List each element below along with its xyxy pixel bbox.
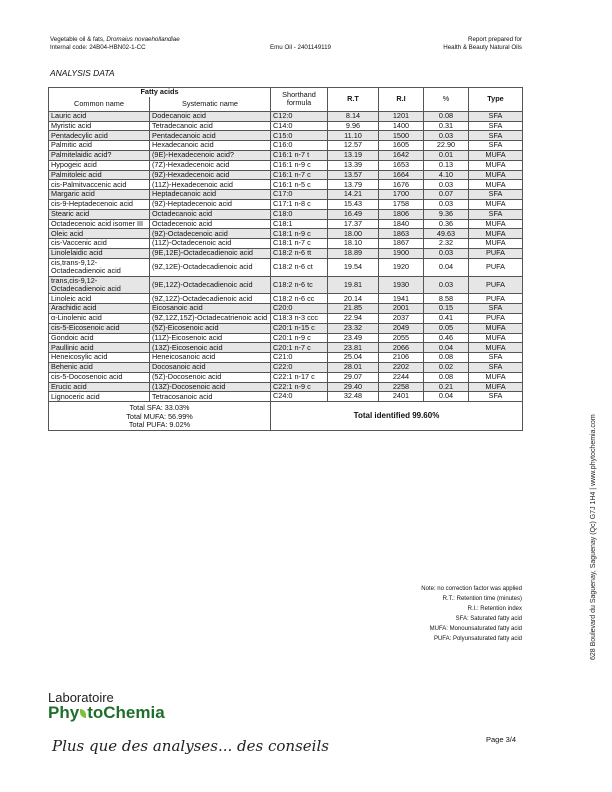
- totals-block: [49, 402, 271, 431]
- type-cell: PUFA: [469, 248, 523, 258]
- systematic-name-cell: Docosanoic acid: [150, 362, 271, 372]
- systematic-name-cell: (9Z,12Z)-Octadecadienoic acid: [150, 294, 271, 304]
- common-name-cell: Erucic acid: [49, 382, 150, 392]
- fatty-acids-group-header: Fatty acids: [49, 88, 271, 97]
- common-name-cell: cis,trans-9,12-Octadecadienoic acid: [49, 258, 150, 276]
- rt-cell: 13.19: [328, 150, 379, 160]
- shorthand-cell: C14:0: [271, 121, 328, 131]
- common-name-cell: Lauric acid: [49, 111, 150, 121]
- type-cell: SFA: [469, 111, 523, 121]
- shorthand-cell: C20:1 n-9 c: [271, 333, 328, 343]
- systematic-name-cell: Hexadecanoic acid: [150, 141, 271, 151]
- table-row: [49, 333, 523, 343]
- pct-cell: 0.08: [424, 111, 469, 121]
- rt-cell: 20.14: [328, 294, 379, 304]
- rt-cell: 14.21: [328, 190, 379, 200]
- ri-cell: 1653: [379, 160, 424, 170]
- rt-cell: 29.40: [328, 382, 379, 392]
- total-mufa: Total MUFA: 56.99%: [126, 411, 193, 421]
- rt-cell: 17.37: [328, 219, 379, 229]
- header-product: Vegetable oil & fats,: [50, 36, 107, 43]
- ri-cell: 1605: [379, 141, 424, 151]
- logo-brand: [48, 703, 165, 723]
- type-cell: MUFA: [469, 239, 523, 249]
- pct-cell: 0.08: [424, 353, 469, 363]
- rt-cell: 18.10: [328, 239, 379, 249]
- header-sample-id: Emu Oil - 2401149119: [270, 44, 331, 51]
- shorthand-cell: C16:1 n-9 c: [271, 160, 328, 170]
- shorthand-cell: C22:0: [271, 362, 328, 372]
- section-title: ANALYSIS DATA: [50, 68, 115, 78]
- pct-cell: 0.03: [424, 180, 469, 190]
- pct-cell: 0.31: [424, 121, 469, 131]
- shorthand-cell: C16:1 n-7 c: [271, 170, 328, 180]
- col-systematic-name: Systematic name: [150, 97, 271, 112]
- systematic-name-cell: Heneicosanoic acid: [150, 353, 271, 363]
- table-row: [49, 160, 523, 170]
- type-cell: SFA: [469, 121, 523, 131]
- note-line: PUFA: Polyunsaturated fatty acid: [433, 636, 522, 642]
- shorthand-cell: C18:2 n-6 cc: [271, 294, 328, 304]
- company-logo: [48, 690, 165, 723]
- systematic-name-cell: (11Z)-Eicosenoic acid: [150, 333, 271, 343]
- ri-cell: 1920: [379, 258, 424, 276]
- pct-cell: 0.01: [424, 150, 469, 160]
- common-name-cell: Linolelaidic acid: [49, 248, 150, 258]
- shorthand-cell: C17:1 n-8 c: [271, 199, 328, 209]
- ri-cell: 2049: [379, 323, 424, 333]
- ri-cell: 2244: [379, 372, 424, 382]
- logo-brand-part: to: [87, 703, 104, 722]
- rt-cell: 12.57: [328, 141, 379, 151]
- shorthand-cell: C18:1: [271, 219, 328, 229]
- table-row: [49, 180, 523, 190]
- pct-cell: 0.08: [424, 372, 469, 382]
- page-number: Page 3/4: [486, 735, 517, 744]
- common-name-cell: cis-9-Heptadecenoic acid: [49, 199, 150, 209]
- total-pufa: Total PUFA: 9.02%: [128, 420, 191, 430]
- pct-cell: 49.63: [424, 229, 469, 239]
- header-species: Dromaius novaehollandiae: [106, 36, 180, 43]
- shorthand-cell: C20:1 n-7 c: [271, 343, 328, 353]
- type-cell: SFA: [469, 304, 523, 314]
- ri-cell: 1840: [379, 219, 424, 229]
- header-report-for: Report prepared for: [468, 36, 522, 43]
- pct-cell: 0.03: [424, 131, 469, 141]
- shorthand-cell: C18:1 n-9 c: [271, 229, 328, 239]
- common-name-cell: Pentadecylic acid: [49, 131, 150, 141]
- rt-cell: 19.54: [328, 258, 379, 276]
- pct-cell: 0.21: [424, 382, 469, 392]
- common-name-cell: Palmitelaidic acid?: [49, 150, 150, 160]
- shorthand-cell: C22:1 n-17 c: [271, 372, 328, 382]
- ri-cell: 2106: [379, 353, 424, 363]
- systematic-name-cell: (5Z)-Eicosenoic acid: [150, 323, 271, 333]
- table-row: [49, 121, 523, 131]
- table-row: [49, 294, 523, 304]
- systematic-name-cell: (9Z,12Z,15Z)-Octadecatrienoic acid: [150, 313, 271, 323]
- rt-cell: 22.94: [328, 313, 379, 323]
- shorthand-cell: C21:0: [271, 353, 328, 363]
- ri-cell: 2401: [379, 392, 424, 402]
- header-right: [443, 36, 522, 52]
- common-name-cell: Palmitic acid: [49, 141, 150, 151]
- type-cell: MUFA: [469, 323, 523, 333]
- notes-legend: [421, 584, 522, 644]
- common-name-cell: cis-Vaccenic acid: [49, 239, 150, 249]
- pct-cell: 0.41: [424, 313, 469, 323]
- shorthand-cell: C12:0: [271, 111, 328, 121]
- common-name-cell: Palmitoleic acid: [49, 170, 150, 180]
- pct-cell: 0.15: [424, 304, 469, 314]
- address-text: 628 Boulevard du Saguenay, Saguenay (Qc) G7J 1H4 | www.phytochemia.com: [590, 414, 597, 660]
- logo-laboratoire: Laboratoire: [48, 690, 114, 705]
- ri-cell: 2055: [379, 333, 424, 343]
- systematic-name-cell: Pentadecanoic acid: [150, 131, 271, 141]
- common-name-cell: Paullinic acid: [49, 343, 150, 353]
- leaf-icon: [80, 709, 86, 718]
- col-rt: R.T: [328, 88, 379, 112]
- type-cell: MUFA: [469, 229, 523, 239]
- common-name-cell: Hypogeic acid: [49, 160, 150, 170]
- table-row: [49, 229, 523, 239]
- col-pct: %: [424, 88, 469, 112]
- table-row: [49, 111, 523, 121]
- table-row: [49, 248, 523, 258]
- ri-cell: 2258: [379, 382, 424, 392]
- pct-cell: 22.90: [424, 141, 469, 151]
- common-name-cell: Myristic acid: [49, 121, 150, 131]
- common-name-cell: Lignoceric acid: [49, 392, 150, 402]
- rt-cell: 18.89: [328, 248, 379, 258]
- shorthand-cell: C24:0: [271, 392, 328, 402]
- col-shorthand: Shorthand formula: [271, 88, 328, 112]
- common-name-cell: Heneicosylic acid: [49, 353, 150, 363]
- table-row: [49, 343, 523, 353]
- type-cell: SFA: [469, 353, 523, 363]
- pct-cell: 0.07: [424, 190, 469, 200]
- type-cell: PUFA: [469, 258, 523, 276]
- pct-cell: 0.05: [424, 323, 469, 333]
- fatty-acids-body: [49, 111, 523, 401]
- header-client: Health & Beauty Natural Oils: [443, 44, 522, 51]
- systematic-name-cell: (9Z)-Hexadecenoic acid: [150, 170, 271, 180]
- shorthand-cell: C18:2 n-6 ct: [271, 258, 328, 276]
- pct-cell: 9.36: [424, 209, 469, 219]
- rt-cell: 23.32: [328, 323, 379, 333]
- common-name-cell: α-Linolenic acid: [49, 313, 150, 323]
- pct-cell: 0.04: [424, 258, 469, 276]
- pct-cell: 4.10: [424, 170, 469, 180]
- type-cell: SFA: [469, 209, 523, 219]
- rt-cell: 21.85: [328, 304, 379, 314]
- pct-cell: 0.02: [424, 362, 469, 372]
- rt-cell: 11.10: [328, 131, 379, 141]
- type-cell: MUFA: [469, 199, 523, 209]
- type-cell: MUFA: [469, 219, 523, 229]
- note-line: R.I.: Retention index: [467, 606, 522, 612]
- systematic-name-cell: Tetracosanoic acid: [150, 392, 271, 402]
- type-cell: MUFA: [469, 343, 523, 353]
- shorthand-cell: C18:1 n-7 c: [271, 239, 328, 249]
- systematic-name-cell: (7Z)-Hexadecenoic acid: [150, 160, 271, 170]
- systematic-name-cell: (9Z)-Octadecenoic acid: [150, 229, 271, 239]
- ri-cell: 1758: [379, 199, 424, 209]
- rt-cell: 16.49: [328, 209, 379, 219]
- type-cell: MUFA: [469, 170, 523, 180]
- systematic-name-cell: Octadecenoic acid: [150, 219, 271, 229]
- note-line: SFA: Saturated fatty acid: [455, 616, 522, 622]
- rt-cell: 19.81: [328, 276, 379, 294]
- ri-cell: 2037: [379, 313, 424, 323]
- table-row: [49, 150, 523, 160]
- rt-cell: 23.81: [328, 343, 379, 353]
- ri-cell: 1806: [379, 209, 424, 219]
- type-cell: MUFA: [469, 150, 523, 160]
- table-row: [49, 258, 523, 276]
- common-name-cell: Gondoic acid: [49, 333, 150, 343]
- pct-cell: 0.36: [424, 219, 469, 229]
- address-sidebar: [590, 240, 600, 660]
- table-row: [49, 219, 523, 229]
- type-cell: PUFA: [469, 313, 523, 323]
- rt-cell: 15.43: [328, 199, 379, 209]
- ri-cell: 2202: [379, 362, 424, 372]
- fatty-acids-table: [48, 87, 523, 431]
- type-cell: MUFA: [469, 372, 523, 382]
- rt-cell: 8.14: [328, 111, 379, 121]
- rt-cell: 29.07: [328, 372, 379, 382]
- common-name-cell: Arachidic acid: [49, 304, 150, 314]
- shorthand-cell: C18:0: [271, 209, 328, 219]
- rt-cell: 23.49: [328, 333, 379, 343]
- systematic-name-cell: (9E,12E)-Octadecadienoic acid: [150, 248, 271, 258]
- shorthand-cell: C17:0: [271, 190, 328, 200]
- table-row: [49, 199, 523, 209]
- shorthand-cell: C15:0: [271, 131, 328, 141]
- shorthand-cell: C22:1 n-9 c: [271, 382, 328, 392]
- common-name-cell: Oleic acid: [49, 229, 150, 239]
- systematic-name-cell: (9E,12Z)-Octadecadienoic acid: [150, 276, 271, 294]
- pct-cell: 0.04: [424, 392, 469, 402]
- pct-cell: 0.03: [424, 248, 469, 258]
- pct-cell: 0.04: [424, 343, 469, 353]
- type-cell: SFA: [469, 141, 523, 151]
- shorthand-cell: C18:3 n-3 ccc: [271, 313, 328, 323]
- type-cell: SFA: [469, 392, 523, 402]
- ri-cell: 2001: [379, 304, 424, 314]
- ri-cell: 1930: [379, 276, 424, 294]
- table-row: [49, 170, 523, 180]
- ri-cell: 1664: [379, 170, 424, 180]
- shorthand-cell: C18:2 n-6 tt: [271, 248, 328, 258]
- slogan: Plus que des analyses... des conseils: [52, 737, 329, 755]
- common-name-cell: Octadecenoic acid isomer III: [49, 219, 150, 229]
- rt-cell: 32.48: [328, 392, 379, 402]
- ri-cell: 1500: [379, 131, 424, 141]
- type-cell: MUFA: [469, 160, 523, 170]
- header-left: [50, 36, 180, 52]
- common-name-cell: cis-5-Eicosenoic acid: [49, 323, 150, 333]
- systematic-name-cell: (9E)-Hexadecenoic acid?: [150, 150, 271, 160]
- rt-cell: 28.01: [328, 362, 379, 372]
- ri-cell: 1900: [379, 248, 424, 258]
- table-row: [49, 392, 523, 402]
- shorthand-cell: C20:0: [271, 304, 328, 314]
- ri-cell: 1941: [379, 294, 424, 304]
- rt-cell: 18.00: [328, 229, 379, 239]
- table-row: [49, 276, 523, 294]
- common-name-cell: Linoleic acid: [49, 294, 150, 304]
- table-row: [49, 304, 523, 314]
- table-row: [49, 209, 523, 219]
- systematic-name-cell: Tetradecanoic acid: [150, 121, 271, 131]
- col-ri: R.I: [379, 88, 424, 112]
- type-cell: SFA: [469, 362, 523, 372]
- systematic-name-cell: Dodecanoic acid: [150, 111, 271, 121]
- pct-cell: 0.03: [424, 199, 469, 209]
- type-cell: MUFA: [469, 382, 523, 392]
- note-line: Note: no correction factor was applied: [421, 586, 522, 592]
- pct-cell: 2.32: [424, 239, 469, 249]
- type-cell: MUFA: [469, 180, 523, 190]
- common-name-cell: Stearic acid: [49, 209, 150, 219]
- col-type: Type: [469, 88, 523, 112]
- type-cell: SFA: [469, 190, 523, 200]
- common-name-cell: Margaric acid: [49, 190, 150, 200]
- logo-brand-part: Phy: [48, 703, 80, 722]
- rt-cell: 13.39: [328, 160, 379, 170]
- total-sfa: Total SFA: 33.03%: [129, 403, 190, 413]
- ri-cell: 1676: [379, 180, 424, 190]
- type-cell: SFA: [469, 131, 523, 141]
- systematic-name-cell: (9Z,12E)-Octadecadienoic acid: [150, 258, 271, 276]
- systematic-name-cell: (13Z)-Eicosenoic acid: [150, 343, 271, 353]
- systematic-name-cell: (5Z)-Docosenoic acid: [150, 372, 271, 382]
- pct-cell: 0.13: [424, 160, 469, 170]
- rt-cell: 13.57: [328, 170, 379, 180]
- table-row: [49, 141, 523, 151]
- systematic-name-cell: Octadecanoic acid: [150, 209, 271, 219]
- logo-brand-part: Chemia: [103, 703, 165, 722]
- table-row: [49, 323, 523, 333]
- ri-cell: 1867: [379, 239, 424, 249]
- shorthand-cell: C20:1 n-15 c: [271, 323, 328, 333]
- ri-cell: 2066: [379, 343, 424, 353]
- ri-cell: 1642: [379, 150, 424, 160]
- pct-cell: 8.58: [424, 294, 469, 304]
- common-name-cell: trans,cis-9,12-Octadecadienoic acid: [49, 276, 150, 294]
- shorthand-cell: C16:1 n-7 t: [271, 150, 328, 160]
- type-cell: MUFA: [469, 333, 523, 343]
- type-cell: PUFA: [469, 276, 523, 294]
- ri-cell: 1863: [379, 229, 424, 239]
- table-row: [49, 362, 523, 372]
- rt-cell: 25.04: [328, 353, 379, 363]
- pct-cell: 0.46: [424, 333, 469, 343]
- systematic-name-cell: Heptadecanoic acid: [150, 190, 271, 200]
- shorthand-cell: C18:2 n-6 tc: [271, 276, 328, 294]
- table-row: [49, 131, 523, 141]
- systematic-name-cell: (13Z)-Docosenoic acid: [150, 382, 271, 392]
- systematic-name-cell: (11Z)-Octadecenoic acid: [150, 239, 271, 249]
- table-row: [49, 372, 523, 382]
- systematic-name-cell: (9Z)-Heptadecenoic acid: [150, 199, 271, 209]
- total-identified: Total identified 99.60%: [271, 402, 523, 431]
- table-row: [49, 313, 523, 323]
- shorthand-cell: C16:0: [271, 141, 328, 151]
- rt-cell: 13.79: [328, 180, 379, 190]
- table-row: [49, 239, 523, 249]
- table-row: [49, 353, 523, 363]
- ri-cell: 1400: [379, 121, 424, 131]
- note-line: R.T.: Retention time (minutes): [442, 596, 522, 602]
- type-cell: PUFA: [469, 294, 523, 304]
- common-name-cell: cis-5-Docosenoic acid: [49, 372, 150, 382]
- rt-cell: 9.96: [328, 121, 379, 131]
- shorthand-cell: C16:1 n-5 c: [271, 180, 328, 190]
- pct-cell: 0.03: [424, 276, 469, 294]
- ri-cell: 1201: [379, 111, 424, 121]
- ri-cell: 1700: [379, 190, 424, 200]
- common-name-cell: Behenic acid: [49, 362, 150, 372]
- systematic-name-cell: (11Z)-Hexadecenoic acid: [150, 180, 271, 190]
- table-row: [49, 190, 523, 200]
- col-common-name: Common name: [49, 97, 150, 112]
- systematic-name-cell: Eicosanoic acid: [150, 304, 271, 314]
- table-row: [49, 382, 523, 392]
- note-line: MUFA: Monounsaturated fatty acid: [429, 626, 522, 632]
- header-internal-code: Internal code: 24B04-HBN02-1-CC: [50, 44, 146, 51]
- common-name-cell: cis-Palmitvaccenic acid: [49, 180, 150, 190]
